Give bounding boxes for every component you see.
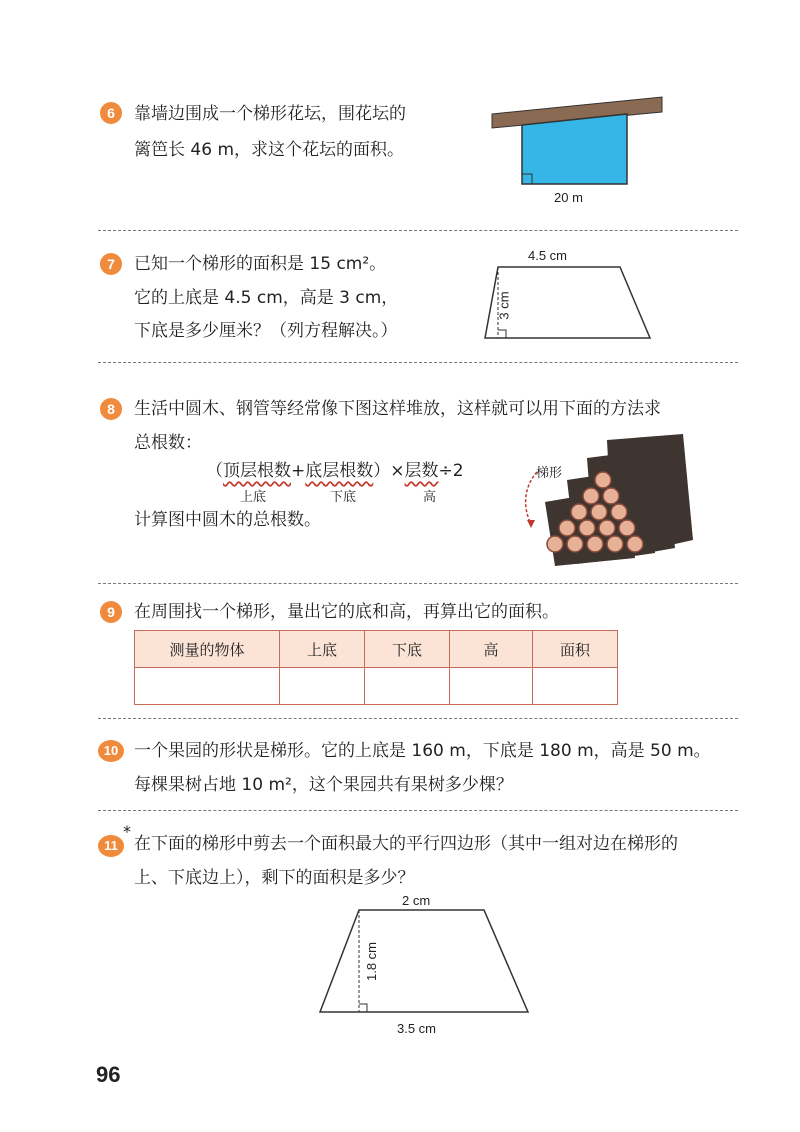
arrow-head (527, 520, 535, 528)
flower-bed-shape (522, 114, 627, 184)
question-number-9: 9 (100, 601, 122, 623)
measurement-table (134, 630, 618, 705)
q11-line-1: 在下面的梯形中剪去一个面积最大的平行四边形（其中一组对边在梯形的 (134, 834, 678, 854)
divider (98, 810, 738, 811)
q7-line-1: 已知一个梯形的面积是 15 cm²。 (134, 254, 387, 274)
q6-line-1: 靠墙边围成一个梯形花坛，围花坛的 (134, 104, 406, 124)
q8-line-3: 计算图中圆木的总根数。 (134, 510, 321, 530)
table-header-row (135, 631, 618, 668)
question-number-11: 11 (98, 835, 124, 857)
table-header-cell: 下底 (365, 631, 450, 668)
q8-line-2: 总根数： (134, 433, 202, 453)
table-cell-empty[interactable] (365, 668, 450, 705)
question-number-6: 6 (100, 102, 122, 124)
formula-plus: + (291, 461, 306, 481)
q8-figure-label: 梯形 (536, 465, 563, 480)
formula-close: ）× (373, 461, 405, 481)
formula-term-top: 顶层根数 (223, 461, 291, 481)
table-cell-empty[interactable] (450, 668, 533, 705)
formula-sub-height: 高 (423, 490, 437, 505)
q11-bottom-label: 3.5 cm (397, 1021, 437, 1036)
divider (98, 362, 738, 363)
divider (98, 583, 738, 584)
q11-trapezoid-figure (316, 906, 536, 1016)
q7-line-2: 它的上底是 4.5 cm，高是 3 cm， (134, 288, 399, 308)
formula-term-layers: 层数 (404, 461, 439, 481)
q11-height-label: 1.8 cm (364, 941, 380, 982)
table-row (135, 668, 618, 705)
formula-sub-bottom-base: 下底 (330, 490, 357, 505)
table-cell-empty[interactable] (533, 668, 618, 705)
optional-star: * (123, 822, 131, 841)
right-angle-mark (498, 330, 506, 338)
table-cell-empty[interactable] (135, 668, 280, 705)
q10-line-2: 每棵果树占地 10 m²，这个果园共有果树多少棵？ (134, 775, 513, 795)
divider (98, 230, 738, 231)
page-number: 96 (96, 1062, 121, 1087)
table-cell-empty[interactable] (280, 668, 365, 705)
formula-tail: ÷2 (438, 461, 464, 481)
q7-height-label: 3 cm (496, 291, 512, 320)
question-number-7: 7 (100, 253, 122, 275)
q11-line-2: 上、下底边上），剩下的面积是多少？ (134, 868, 415, 888)
question-number-10: 10 (98, 740, 124, 762)
q6-dimension-label: 20 m (554, 190, 583, 205)
formula-open: （ (206, 461, 223, 481)
table-header-cell: 上底 (280, 631, 365, 668)
q9-line-1: 在周围找一个梯形，量出它的底和高，再算出它的面积。 (134, 602, 559, 622)
right-angle-mark (359, 1004, 367, 1012)
q11-top-label: 2 cm (402, 893, 431, 908)
question-number-8: 8 (100, 398, 122, 420)
formula-sub-top-base: 上底 (240, 490, 267, 505)
q7-line-3: 下底是多少厘米？（列方程解决。） (134, 321, 398, 341)
stacking-formula (206, 456, 464, 481)
q7-top-label: 4.5 cm (528, 248, 568, 263)
table-header-cell: 测量的物体 (135, 631, 280, 668)
divider (98, 718, 738, 719)
table-header-cell: 高 (450, 631, 533, 668)
flower-bed-figure (490, 92, 670, 192)
trapezoid-shape (320, 910, 528, 1012)
log-pile-figure (515, 428, 715, 568)
formula-term-bottom: 底层根数 (305, 461, 374, 481)
q6-line-2: 篱笆长 46 m，求这个花坛的面积。 (134, 140, 404, 160)
q8-line-1: 生活中圆木、钢管等经常像下图这样堆放，这样就可以用下面的方法求 (134, 399, 661, 419)
table-header-cell: 面积 (533, 631, 618, 668)
q10-line-1: 一个果园的形状是梯形。它的上底是 160 m，下底是 180 m，高是 50 m。 (134, 741, 711, 761)
